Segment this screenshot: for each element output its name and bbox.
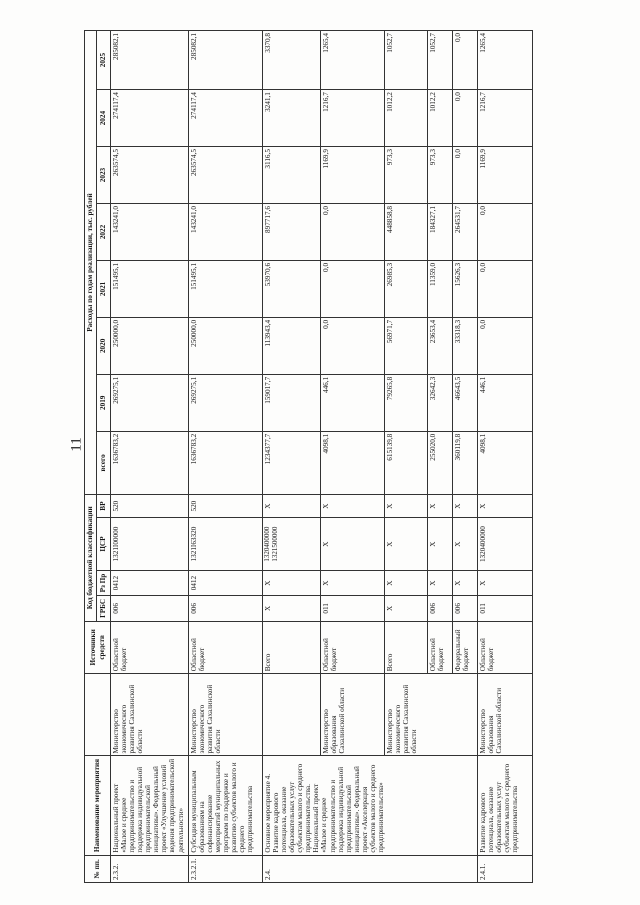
row-vr: Х (478, 495, 533, 518)
value-2025: 1052,7 (428, 31, 453, 90)
value-2021: 15626,3 (453, 260, 478, 317)
header-rzpr: Рз Пр (97, 570, 111, 595)
value-total: 360119,8 (453, 431, 478, 494)
value-2024: 274117,4 (189, 90, 263, 147)
row-csr: 1320400000 (478, 518, 533, 571)
table-row (189, 31, 263, 883)
value-2025: 285082,1 (189, 31, 263, 90)
value-total: 1636783,2 (111, 431, 189, 494)
row-grbs: 006 (453, 596, 478, 621)
header-expenses: Расходы по годам реализации, тыс. рублей (85, 31, 97, 495)
row-csr: Х (321, 518, 385, 571)
row-grbs: 006 (189, 596, 263, 621)
value-2022: 448858,8 (385, 204, 428, 261)
value-2019: 269275,1 (189, 374, 263, 431)
value-2020: 23653,4 (428, 317, 453, 374)
row-rzpr: Х (263, 570, 321, 595)
value-2019: 32642,3 (428, 374, 453, 431)
row-name: Основное мероприятие 4. Развитие кадрового потенциала, оказание образовательных услуг субъектам малого и среднего предпринимательства. Национальный проект «Малое и среднее предпринимательство и поддержка индивидуальной предпринимательской инициативы». Федеральный проект «Акселерация субъектов малого и среднего предпринимательства» (263, 756, 478, 855)
row-grbs: 006 (428, 596, 453, 621)
row-executor: Министерство образования Сахалинской области (321, 674, 385, 756)
header-vr: ВР (97, 495, 111, 518)
value-2024: 0,0 (453, 90, 478, 147)
value-2025: 3370,8 (263, 31, 321, 90)
value-total: 255020,0 (428, 431, 453, 494)
table-row (321, 31, 385, 883)
value-2025: 285082,1 (111, 31, 189, 90)
row-name: Субсидия муниципальным образованиям на софинансирование мероприятий муниципальных программ по поддержке и развитию субъектов малого и среднего предпринимательства (189, 756, 263, 855)
value-2023: 973,3 (428, 147, 453, 204)
value-total: 4098,1 (478, 431, 533, 494)
row-name: Национальный проект «Малое и среднее предпринимательство и поддержка индивидуальной предпринимательской инициативы». Федеральный проект «Улучшение условий ведения предпринимательской деятельности» (111, 756, 189, 855)
row-source: Областной бюджет (428, 621, 453, 674)
value-2020: 113943,4 (263, 317, 321, 374)
row-executor: Министерство экономического развития Сахалинской области (111, 674, 189, 756)
value-2022: 897717,6 (263, 204, 321, 261)
value-2020: 33318,3 (453, 317, 478, 374)
table-row (111, 31, 189, 883)
table-row (478, 31, 533, 883)
value-2019: 46643,5 (453, 374, 478, 431)
value-2023: 263574,5 (111, 147, 189, 204)
header-grbs: ГРБС (97, 596, 111, 621)
row-csr: Х (385, 518, 428, 571)
row-csr: Х (453, 518, 478, 571)
value-2022: 143241,0 (111, 204, 189, 261)
value-2020: 0,0 (321, 317, 385, 374)
budget-table (84, 30, 533, 883)
value-2021: 151495,1 (189, 260, 263, 317)
value-2023: 1169,9 (321, 147, 385, 204)
header-source: Источники средств (85, 621, 111, 674)
value-2025: 1265,4 (321, 31, 385, 90)
value-2022: 264531,7 (453, 204, 478, 261)
header-name: Наименование мероприятия (85, 756, 111, 855)
value-2021: 53970,6 (263, 260, 321, 317)
value-2021: 151495,1 (111, 260, 189, 317)
value-2024: 1012,2 (428, 90, 453, 147)
row-executor: Министерство экономического развития Сахалинской области (189, 674, 263, 756)
row-csr: Х (428, 518, 453, 571)
header-year-2024: 2024 (97, 90, 111, 147)
header-year-2020: 2020 (97, 317, 111, 374)
row-name: Развитие кадрового потенциала, оказание образовательных услуг субъектам малого и среднего предпринимательства (478, 756, 533, 855)
value-2025: 1052,7 (385, 31, 428, 90)
row-rzpr: Х (478, 570, 533, 595)
row-num: 2.4. (263, 855, 478, 882)
value-2024: 1012,2 (385, 90, 428, 147)
row-csr: 1321I63320 (189, 518, 263, 571)
table-row (385, 31, 428, 883)
row-rzpr: Х (428, 570, 453, 595)
header-year-2022: 2022 (97, 204, 111, 261)
value-2023: 973,3 (385, 147, 428, 204)
rotated-budget-table (84, 30, 559, 883)
header-budget-code: Код бюджетной классификации (85, 495, 97, 622)
value-total: 615139,8 (385, 431, 428, 494)
value-2019: 79265,8 (385, 374, 428, 431)
value-2024: 3241,1 (263, 90, 321, 147)
value-2021: 11359,0 (428, 260, 453, 317)
row-rzpr: 0412 (111, 570, 189, 595)
header-num: № пп. (85, 855, 111, 882)
value-total: 1636783,2 (189, 431, 263, 494)
row-source: Всего (263, 621, 321, 674)
row-rzpr: 0412 (189, 570, 263, 595)
value-2019: 269275,1 (111, 374, 189, 431)
row-num: 2.3.2. (111, 855, 189, 882)
page-number: 11 (68, 437, 85, 452)
value-total: 1234377,7 (263, 431, 321, 494)
value-2021: 26985,3 (385, 260, 428, 317)
row-vr: 520 (189, 495, 263, 518)
value-2019: 159017,7 (263, 374, 321, 431)
row-grbs: 006 (111, 596, 189, 621)
value-2023: 0,0 (453, 147, 478, 204)
row-vr: 520 (111, 495, 189, 518)
row-csr: 1320400000 1321500000 (263, 518, 321, 571)
table-row (263, 31, 321, 883)
value-2021: 0,0 (478, 260, 533, 317)
value-2021: 0,0 (321, 260, 385, 317)
row-vr: Х (453, 495, 478, 518)
header-executor (85, 674, 111, 756)
value-2022: 0,0 (478, 204, 533, 261)
value-2024: 274117,4 (111, 90, 189, 147)
value-2022: 143241,0 (189, 204, 263, 261)
row-rzpr: Х (385, 570, 428, 595)
row-num: 2.3.2.1. (189, 855, 263, 882)
row-executor (263, 674, 321, 756)
value-2025: 1265,4 (478, 31, 533, 90)
value-2020: 56971,7 (385, 317, 428, 374)
row-grbs: 011 (478, 596, 533, 621)
row-rzpr: Х (453, 570, 478, 595)
row-source: Областной бюджет (321, 621, 385, 674)
header-year-2025: 2025 (97, 31, 111, 90)
row-source: Областной бюджет (189, 621, 263, 674)
value-2025: 0,0 (453, 31, 478, 90)
row-grbs: 011 (321, 596, 385, 621)
row-vr: Х (385, 495, 428, 518)
value-2020: 250000,0 (111, 317, 189, 374)
row-rzpr: Х (321, 570, 385, 595)
row-executor: Министерство образования Сахалинской области (478, 674, 533, 756)
value-2019: 446,1 (478, 374, 533, 431)
value-2023: 263574,5 (189, 147, 263, 204)
row-source: Всего (385, 621, 428, 674)
header-year-2019: 2019 (97, 374, 111, 431)
row-vr: Х (263, 495, 321, 518)
row-source: Областной бюджет (478, 621, 533, 674)
value-2022: 0,0 (321, 204, 385, 261)
value-2020: 250000,0 (189, 317, 263, 374)
value-2023: 3116,5 (263, 147, 321, 204)
row-grbs: Х (385, 596, 428, 621)
header-year-total: всего (97, 431, 111, 494)
value-2024: 1216,7 (321, 90, 385, 147)
value-2020: 0,0 (478, 317, 533, 374)
row-vr: Х (321, 495, 385, 518)
row-csr: 1321I00000 (111, 518, 189, 571)
row-grbs: Х (263, 596, 321, 621)
header-csr: ЦСР (97, 518, 111, 571)
value-2019: 446,1 (321, 374, 385, 431)
header-year-2021: 2021 (97, 260, 111, 317)
row-vr: Х (428, 495, 453, 518)
value-2023: 1169,9 (478, 147, 533, 204)
row-source: Федеральный бюджет (453, 621, 478, 674)
value-2024: 1216,7 (478, 90, 533, 147)
row-num: 2.4.1. (478, 855, 533, 882)
row-executor: Министерство экономического развития Сахалинской области (385, 674, 478, 756)
row-source: Областной бюджет (111, 621, 189, 674)
value-2022: 184327,1 (428, 204, 453, 261)
value-total: 4098,1 (321, 431, 385, 494)
header-year-2023: 2023 (97, 147, 111, 204)
